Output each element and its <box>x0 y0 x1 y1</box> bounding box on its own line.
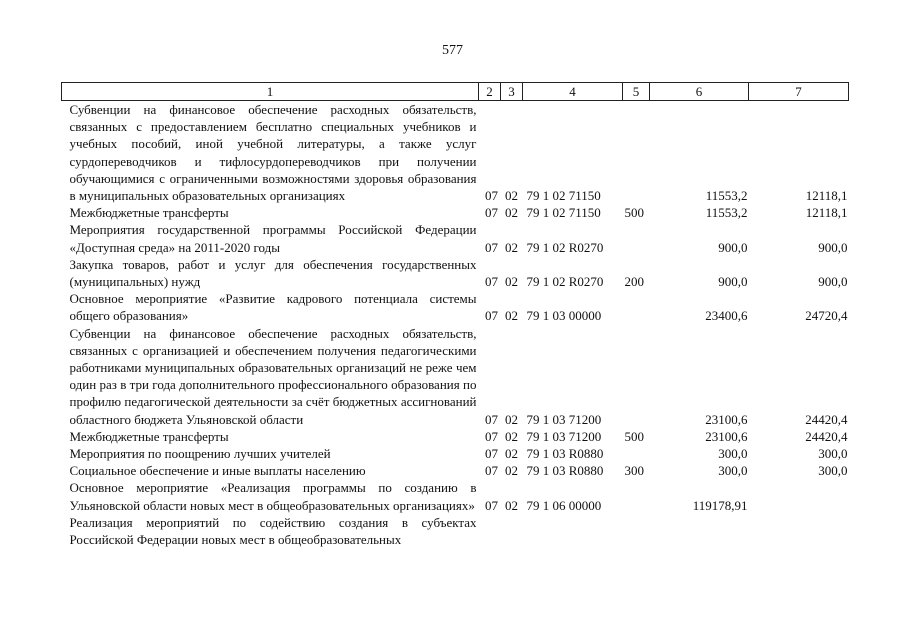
row-name: Реализация мероприятий по содействию создания в субъектах Российской Федерации новых мест в общеобразовательных <box>69 514 477 548</box>
row-target-article: 79 1 03 00000 <box>526 308 602 324</box>
table-row <box>62 256 849 290</box>
row-amount-col6: 300,0 <box>718 446 748 462</box>
table-row <box>62 445 849 462</box>
row-subsection-code: 02 <box>505 274 518 290</box>
table-row <box>62 325 849 428</box>
row-section-code: 07 <box>485 428 498 444</box>
row-expense-type <box>623 221 650 255</box>
row-subsection-code: 02 <box>505 428 518 444</box>
table-row <box>62 428 849 445</box>
row-amount-col7 <box>749 514 849 548</box>
row-subsection-code: 02 <box>505 239 518 255</box>
row-amount-col6 <box>650 514 749 548</box>
row-amount-col6: 11553,2 <box>705 205 748 221</box>
row-amount-col7: 24420,4 <box>805 411 848 427</box>
table-row <box>62 514 849 548</box>
row-amount-col7: 900,0 <box>818 239 848 255</box>
row-section-code: 07 <box>485 239 498 255</box>
row-expense-type: 500 <box>624 205 644 221</box>
table-row <box>62 204 849 221</box>
col-header-3: 3 <box>501 83 523 101</box>
row-name: Социальное обеспечение и иные выплаты населению <box>69 463 366 479</box>
col-header-5: 5 <box>623 83 650 101</box>
row-amount-col7: 900,0 <box>818 274 848 290</box>
row-expense-type: 300 <box>624 463 644 479</box>
row-amount-col7: 12118,1 <box>805 188 848 204</box>
table-row <box>62 479 849 513</box>
row-amount-col6: 119178,91 <box>692 497 748 513</box>
row-section-code: 07 <box>485 188 498 204</box>
row-target-article: 79 1 03 R0880 <box>526 446 604 462</box>
table-row <box>62 221 849 255</box>
row-section-code: 07 <box>485 274 498 290</box>
table-row <box>62 101 849 205</box>
row-expense-type: 200 <box>624 274 644 290</box>
row-subsection-code: 02 <box>505 411 518 427</box>
row-expense-type <box>623 290 650 324</box>
row-section-code: 07 <box>485 463 498 479</box>
row-name: Межбюджетные трансферты <box>69 428 229 444</box>
row-expense-type <box>623 514 650 548</box>
row-name: Мероприятия по поощрению лучших учителей <box>69 446 331 462</box>
table-body <box>62 101 849 549</box>
row-name: Субвенции на финансовое обеспечение расходных обязательств, связанных с организацией и обеспечением получения педагогическими работниками муниципальных образовательных организаций не реже чем один раз в три года дополнительного профессионального образования по профилю педагогической деятельности за счёт бюджетных ассигнований областного бюджета Ульяновской области <box>69 325 477 427</box>
table-row <box>62 290 849 324</box>
table-row <box>62 462 849 479</box>
row-amount-col7: 300,0 <box>818 463 848 479</box>
col-header-1: 1 <box>62 83 479 101</box>
row-target-article: 79 1 02 71150 <box>526 205 601 221</box>
row-target-article: 79 1 03 71200 <box>526 411 602 427</box>
row-target-article: 79 1 02 71150 <box>526 188 601 204</box>
row-target-article <box>523 514 623 548</box>
row-amount-col6: 11553,2 <box>705 188 748 204</box>
row-amount-col6: 900,0 <box>718 274 748 290</box>
row-section-code: 07 <box>485 411 498 427</box>
row-section-code <box>479 514 501 548</box>
row-amount-col6: 300,0 <box>718 463 748 479</box>
col-header-4: 4 <box>523 83 623 101</box>
row-expense-type: 500 <box>624 428 644 444</box>
row-name: Основное мероприятие «Реализация программы по созданию в Ульяновской области новых мест в общеобразовательных организациях» <box>69 480 477 513</box>
row-target-article: 79 1 02 R0270 <box>526 274 604 290</box>
row-amount-col6: 23400,6 <box>705 308 748 324</box>
row-expense-type <box>623 479 650 513</box>
page-number: 577 <box>442 43 463 58</box>
row-section-code: 07 <box>485 205 498 221</box>
row-section-code: 07 <box>485 308 498 324</box>
row-name: Субвенции на финансовое обеспечение расходных обязательств, связанных с предоставлением бесплатно специальных учебников и учебных пособий, иной учебной литературы, а также услуг сурдопереводчиков и тифлосурдопереводчиков при получении обучающимися с ограниченными возможностями здоровья образования в муниципальных образовательных организациях <box>69 102 477 204</box>
column-number-row <box>62 83 849 101</box>
budget-table <box>61 82 849 548</box>
row-amount-col7: 24420,4 <box>805 428 848 444</box>
col-header-2: 2 <box>479 83 501 101</box>
row-name: Мероприятия государственной программы Российской Федерации «Доступная среда» на 2011-2020 годы <box>69 222 477 255</box>
row-section-code: 07 <box>485 446 498 462</box>
row-expense-type <box>623 101 650 205</box>
row-target-article: 79 1 06 00000 <box>526 497 602 513</box>
row-amount-col6: 23100,6 <box>705 428 748 444</box>
row-target-article: 79 1 03 71200 <box>526 428 602 444</box>
row-subsection-code: 02 <box>505 463 518 479</box>
row-subsection-code <box>501 514 523 548</box>
row-amount-col7 <box>749 479 849 513</box>
row-name: Закупка товаров, работ и услуг для обеспечения государственных (муниципальных) нужд <box>69 256 477 290</box>
col-header-6: 6 <box>650 83 749 101</box>
row-expense-type <box>623 445 650 462</box>
row-name: Межбюджетные трансферты <box>69 205 229 221</box>
row-target-article: 79 1 02 R0270 <box>526 239 604 255</box>
row-name: Основное мероприятие «Развитие кадрового потенциала системы общего образования» <box>69 291 477 324</box>
row-target-article: 79 1 03 R0880 <box>526 463 604 479</box>
row-amount-col7: 12118,1 <box>805 205 848 221</box>
row-expense-type <box>623 325 650 428</box>
row-amount-col7: 300,0 <box>818 446 848 462</box>
row-subsection-code: 02 <box>505 188 518 204</box>
row-subsection-code: 02 <box>505 497 518 513</box>
row-amount-col6: 900,0 <box>718 239 748 255</box>
row-subsection-code: 02 <box>505 308 518 324</box>
col-header-7: 7 <box>749 83 849 101</box>
row-subsection-code: 02 <box>505 205 518 221</box>
row-section-code: 07 <box>485 497 498 513</box>
row-amount-col7: 24720,4 <box>805 308 848 324</box>
row-subsection-code: 02 <box>505 446 518 462</box>
row-amount-col6: 23100,6 <box>705 411 748 427</box>
